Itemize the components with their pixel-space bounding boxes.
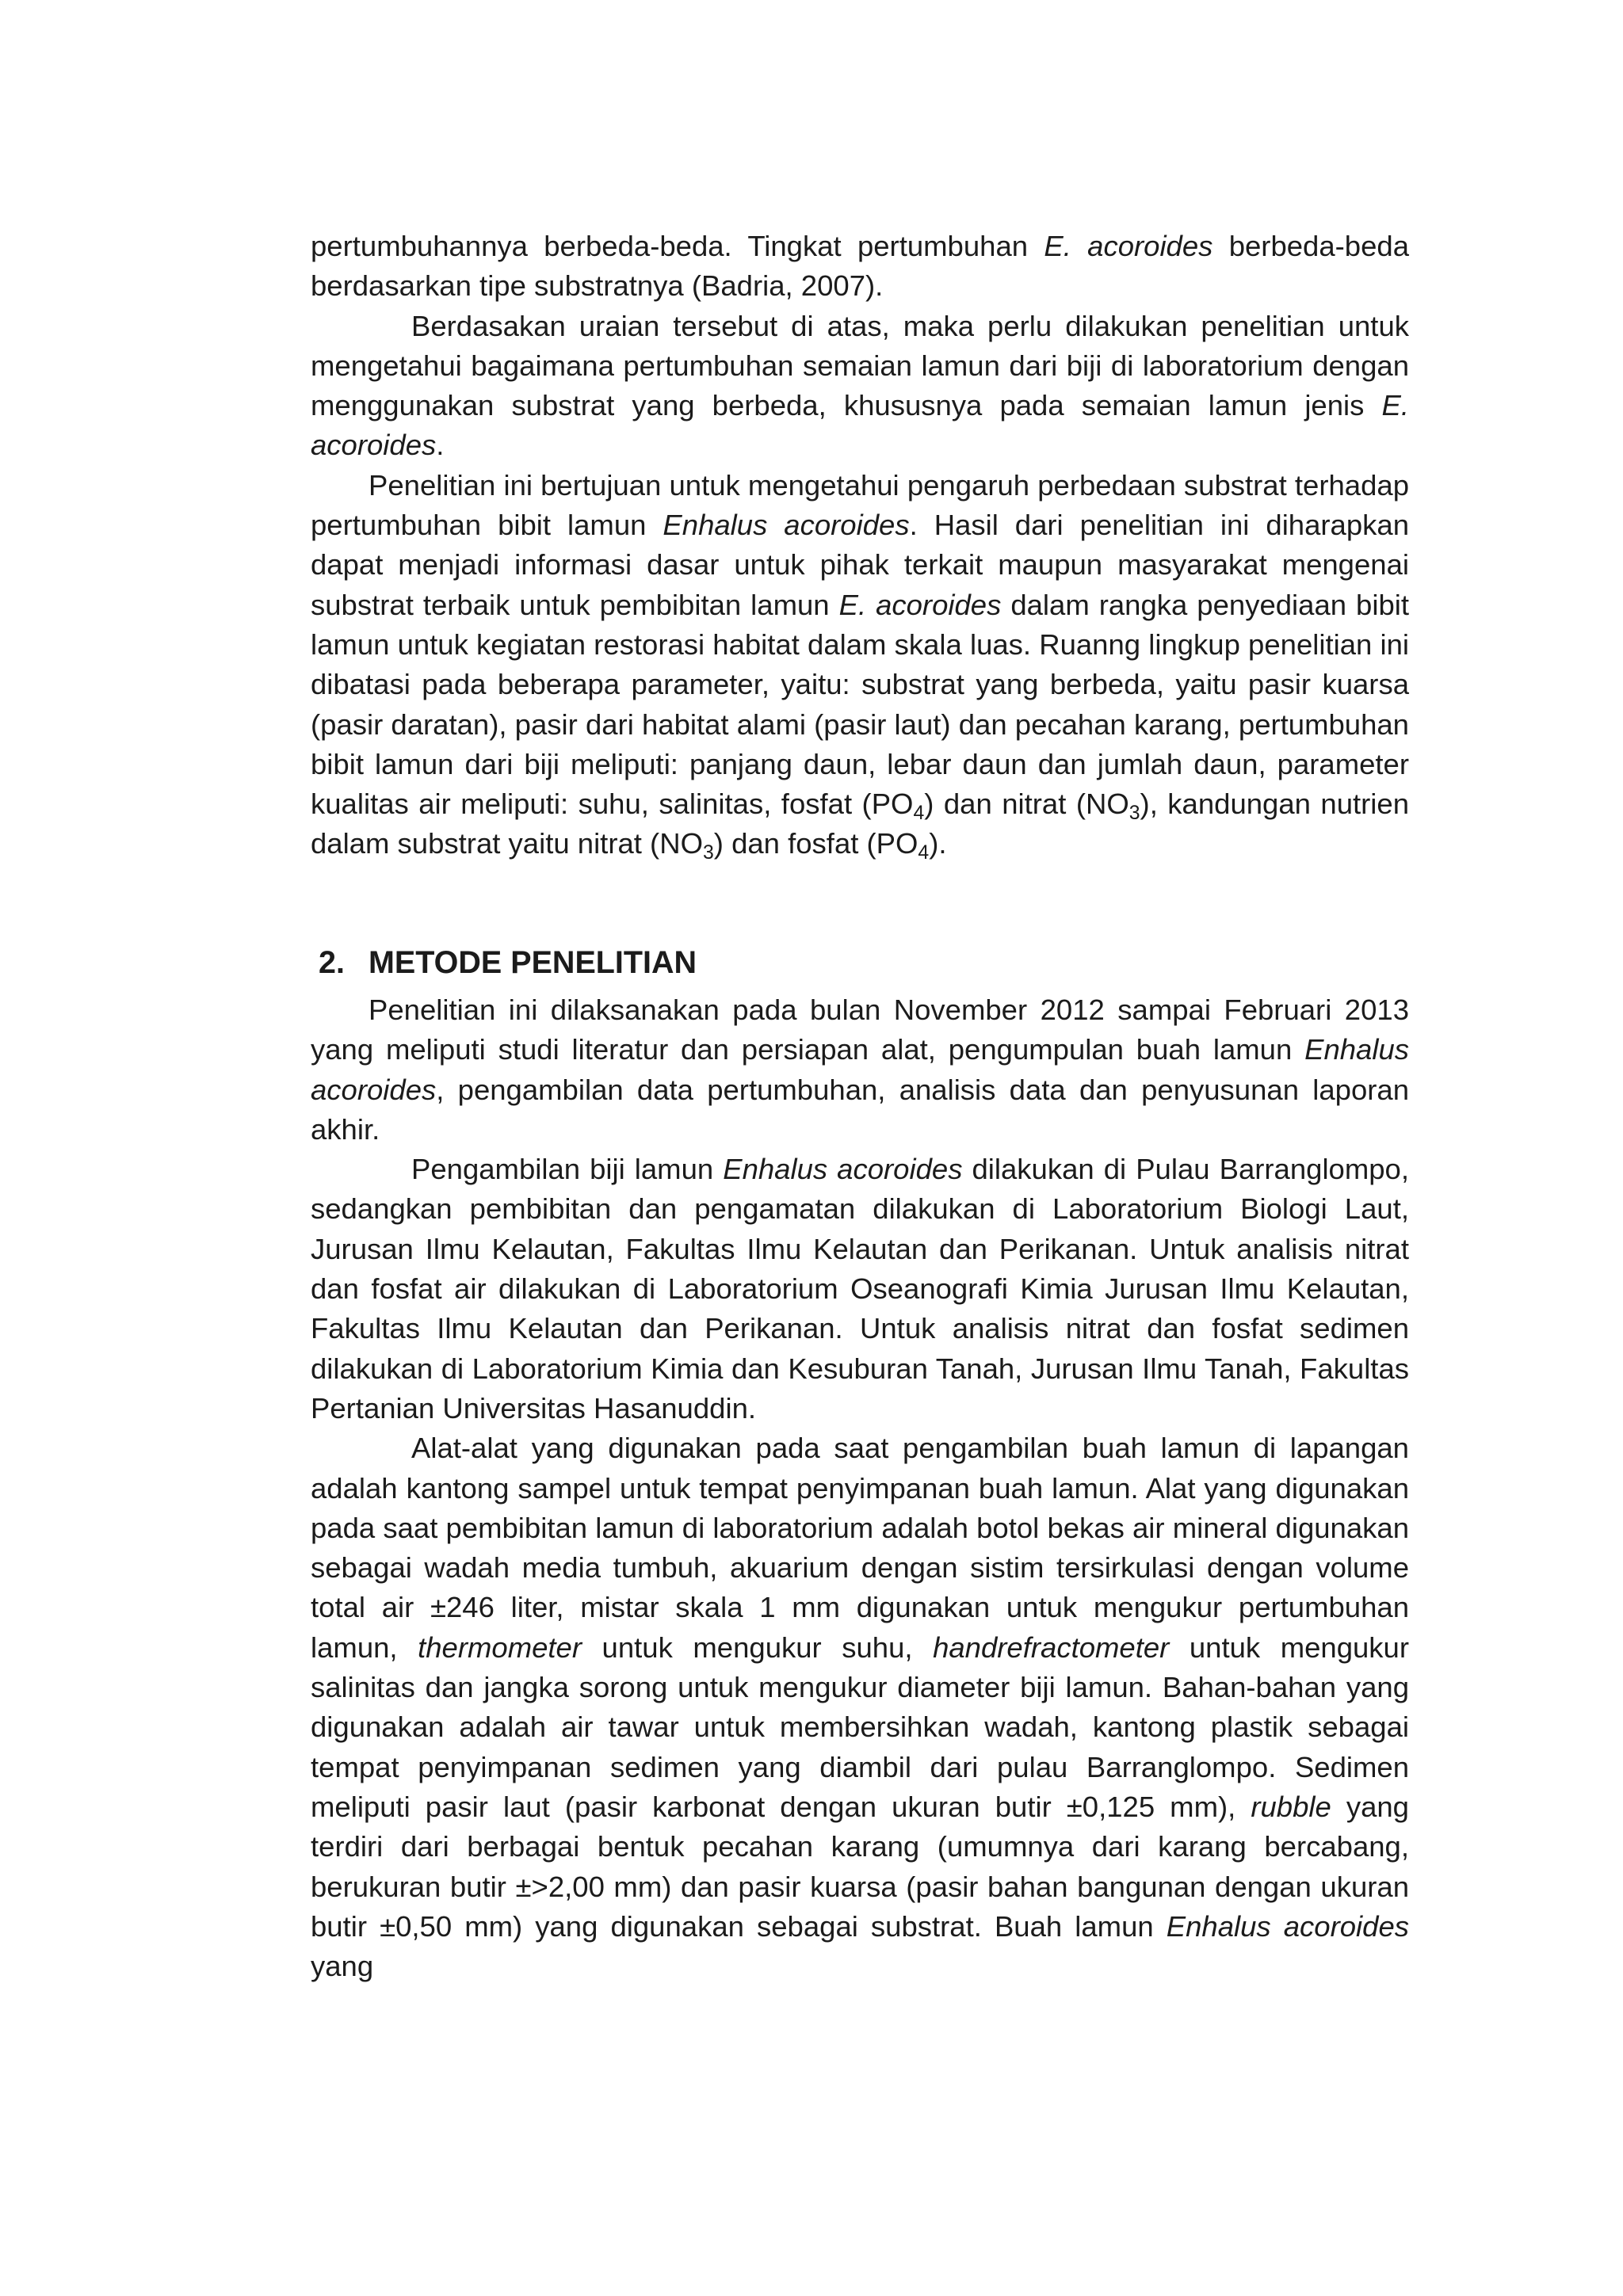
paragraph	[311, 307, 1409, 466]
paragraph	[311, 1150, 1409, 1428]
subscript: 4	[913, 803, 925, 825]
italic-text: thermometer	[418, 1630, 582, 1664]
text-run: , pengambilan data pertumbuhan, analisis data dan penyusunan laporan akhir.	[311, 1073, 1409, 1146]
paragraph	[311, 1428, 1409, 1986]
subscript: 3	[1128, 803, 1140, 825]
text-run: ) dan nitrat (NO	[924, 788, 1129, 821]
intro-text-block	[311, 227, 1409, 864]
section-number: 2.	[319, 945, 345, 980]
text-run: ) dan fosfat (PO	[713, 827, 918, 860]
italic-text: E. acoroides	[1044, 230, 1213, 262]
section-title: METODE PENELITIAN	[369, 945, 697, 980]
text-run: .	[436, 429, 445, 462]
text-run: Penelitian ini dilaksanakan pada bulan November 2012 sampai Februari 2013 yang meliputi studi literatur dan persiapan alat, pengumpulan buah lamun	[311, 994, 1409, 1066]
text-run: ).	[929, 827, 947, 860]
paragraph	[311, 466, 1409, 864]
text-run: dilakukan di Pulau Barranglompo, sedangkan pembibitan dan pengamatan dilakukan di Laboratorium Biologi Laut, Jurusan Ilmu Kelautan, Fakultas Ilmu Kelautan dan Perikanan. Untuk analisis nitrat dan fosfat air dilakukan di Laboratorium Oseanografi Kimia Jurusan Ilmu Kelautan, Fakultas Ilmu Kelautan dan Perikanan. Untuk analisis nitrat dan fosfat sedimen dilakukan di Laboratorium Kimia dan Kesuburan Tanah, Jurusan Ilmu Tanah, Fakultas Pertanian Universitas Hasanuddin.	[311, 1153, 1410, 1425]
text-run: pertumbuhannya berbeda-beda. Tingkat pertumbuhan	[311, 230, 1044, 262]
text-run: yang	[311, 1950, 374, 1983]
italic-text: Enhalus acoroides	[663, 509, 910, 542]
subscript: 4	[918, 842, 930, 864]
paragraph	[311, 990, 1409, 1150]
text-run: Alat-alat yang digunakan pada saat pengambilan buah lamun di lapangan adalah kantong sampel untuk tempat penyimpanan buah lamun. Alat yang digunakan pada saat pembibitan lamun di laboratorium adalah botol bekas air mineral digunakan sebagai wadah media tumbuh, akuarium dengan sistim tersirkulasi dengan volume total air ±246 liter, mistar skala 1 mm digunakan untuk mengukur pertumbuhan lamun,	[311, 1432, 1409, 1664]
text-run: Berdasakan uraian tersebut di atas, maka perlu dilakukan penelitian untuk mengetahui bagaimana pertumbuhan semaian lamun dari biji di laboratorium dengan menggunakan substrat yang berbeda, khususnya pada semaian lamun jenis	[311, 309, 1409, 422]
text-run: berbeda-beda berdasarkan tipe substratnya (Badria, 2007).	[311, 230, 1410, 303]
italic-text: Enhalus acoroides	[1166, 1909, 1409, 1943]
paragraph	[311, 227, 1409, 307]
methods-text-block	[311, 990, 1409, 1986]
italic-text: rubble	[1251, 1790, 1331, 1823]
text-run: . Hasil dari penelitian ini diharapkan dapat menjadi informasi dasar untuk pihak terkait maupun masyarakat mengenai substrat terbaik untuk pembibitan lamun	[311, 509, 1410, 621]
section-heading	[319, 945, 697, 981]
text-run: dalam rangka penyediaan bibit lamun untuk kegiatan restorasi habitat dalam skala luas. Ruanng lingkup penelitian ini dibatasi pada beberapa parameter, yaitu: substrat yang berbeda, yaitu pasir kuarsa (pasir daratan), pasir dari habitat alami (pasir laut) dan pecahan karang, pertumbuhan bibit lamun dari biji meliputi: panjang daun, lebar daun dan jumlah daun, parameter kualitas air meliputi: suhu, salinitas, fosfat (PO	[311, 588, 1410, 821]
italic-text: Enhalus acoroides	[311, 1033, 1409, 1106]
text-run: yang terdiri dari berbagai bentuk pecahan karang (umumnya dari karang bercabang, berukuran butir ±>2,00 mm) dan pasir kuarsa (pasir bahan bangunan dengan ukuran butir ±0,50 mm) yang digunakan sebagai substrat. Buah lamun	[311, 1790, 1409, 1943]
text-run: untuk mengukur suhu,	[582, 1630, 934, 1664]
italic-text: Enhalus acoroides	[723, 1153, 963, 1186]
text-run: Pengambilan biji lamun	[411, 1153, 724, 1186]
italic-text: handrefractometer	[933, 1630, 1170, 1664]
italic-text: E. acoroides	[311, 389, 1409, 462]
text-run: Penelitian ini bertujuan untuk mengetahui pengaruh perbedaan substrat terhadap pertumbuhan bibit lamun	[311, 468, 1409, 542]
italic-text: E. acoroides	[838, 588, 1002, 621]
text-run: ), kandungan nutrien dalam substrat yaitu nitrat (NO	[311, 788, 1410, 860]
subscript: 3	[702, 842, 714, 864]
text-run: untuk mengukur salinitas dan jangka sorong untuk mengukur diameter biji lamun. Bahan-bahan yang digunakan adalah air tawar untuk membersihkan wadah, kantong plastik sebagai tempat penyimpanan sedimen yang diambil dari pulau Barranglompo. Sedimen meliputi pasir laut (pasir karbonat dengan ukuran butir ±0,125 mm),	[311, 1630, 1410, 1823]
